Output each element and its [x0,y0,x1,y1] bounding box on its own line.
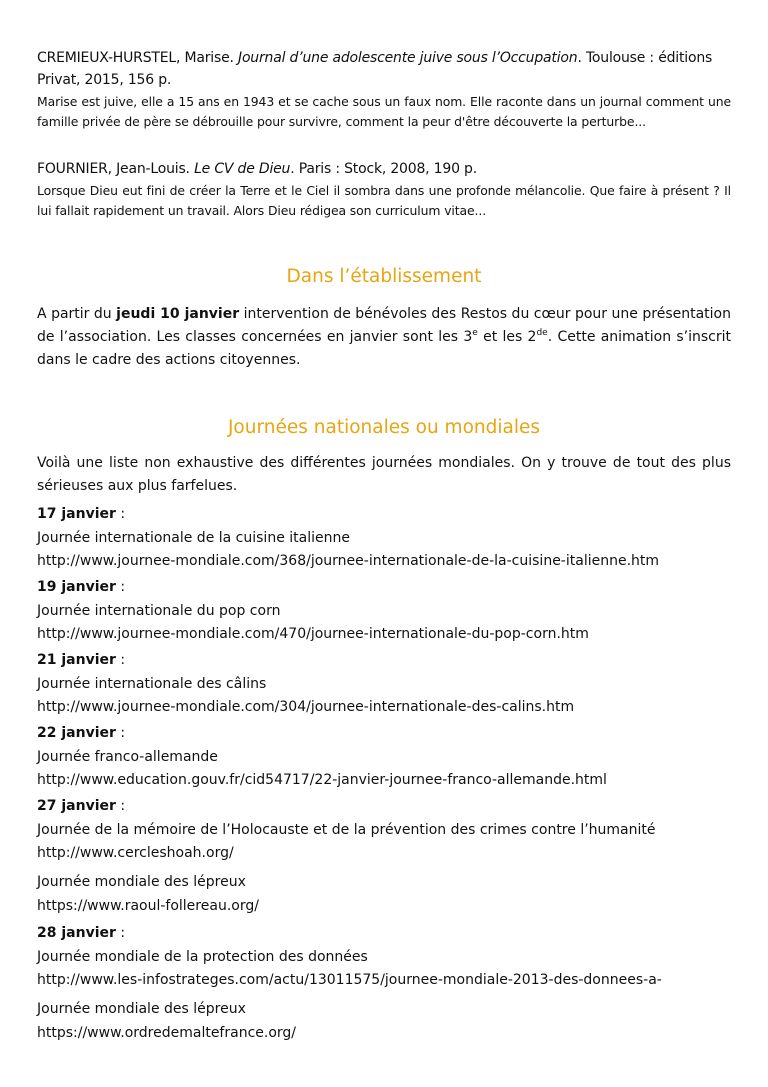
superscript: de [536,328,548,338]
event-url[interactable]: http://www.les-infostrateges.com/actu/13011575/journee-mondiale-2013-des-donnees-a- [37,972,662,988]
event-entry [37,922,737,993]
book-author: FOURNIER, Jean-Louis. [37,161,190,177]
superscript: e [472,328,478,338]
book-entry [37,158,731,220]
event-name: Journée internationale de la cuisine italienne [37,529,350,546]
event-name: Journée mondiale des lépreux [37,874,246,890]
paragraph-text: intervention de bénévoles des Restos du cœur pour une présentation de l’association. Les classes concernées en janvier sont les 3 [37,306,731,345]
event-entry [37,649,737,720]
event-url[interactable]: http://www.education.gouv.fr/cid54717/22-janvier-journee-franco-allemande.html [37,772,607,788]
event-entry [37,795,737,866]
event-date: 27 janvier [37,798,116,814]
book-citation [37,47,731,91]
paragraph-text: A partir du [37,306,117,322]
event-name: Journée de la mémoire de l’Holocauste et de la prévention des crimes contre l’humanité [37,821,656,838]
etablissement-paragraph [37,303,731,372]
event-entry [37,503,737,574]
book-title: Le CV de Dieu [194,161,291,177]
book-title: Journal d’une adolescente juive sous l’Occupation [238,50,578,66]
event-date-line [37,922,737,946]
event-name: Journée internationale du pop corn [37,602,281,619]
event-name: Journée mondiale de la protection des données [37,948,368,965]
colon: : [115,506,126,522]
event-date-line [37,649,737,673]
event-date-line [37,576,737,600]
event-url[interactable]: http://www.journee-mondiale.com/304/journee-internationale-des-calins.htm [37,699,575,715]
event-date: 28 janvier [37,925,116,941]
event-date: 19 janvier [37,579,116,595]
book-author: CREMIEUX-HURSTEL, Marise. [37,50,234,66]
colon: : [115,925,126,941]
colon: : [115,652,126,668]
event-date: 22 janvier [37,725,116,741]
colon: : [115,798,126,814]
event-url[interactable]: https://www.raoul-follereau.org/ [37,897,259,914]
book-publisher: . Toulouse : éditions Privat, 2015, 156 p. [37,50,713,88]
event-url[interactable]: http://www.journee-mondiale.com/470/journee-internationale-du-pop-corn.htm [37,626,589,642]
event-date: 21 janvier [37,652,116,668]
journees-intro: Voilà une liste non exhaustive des différentes journées mondiales. On y trouve de tout des plus sérieuses aux plus farfelues. [37,455,731,494]
book-description: Marise est juive, elle a 15 ans en 1943 et se cache sous un faux nom. Elle raconte dans un journal comment une famille privée de père se débrouille pour survivre, comment la peur d'être découverte la perturbe... [37,94,731,129]
book-entry [37,47,731,131]
event-name: Journée mondiale des lépreux [37,1001,246,1017]
paragraph-text: et les 2 [477,329,537,345]
section-title-etablissement: Dans l’établissement [286,266,482,287]
event-date-line [37,503,737,527]
event-date: 17 janvier [37,506,116,522]
event-date-line [37,795,737,819]
event-entry [37,998,737,1045]
event-name: Journée franco-allemande [37,748,218,765]
event-entry [37,722,737,793]
event-url[interactable]: http://www.journee-mondiale.com/368/journee-internationale-de-la-cuisine-italienne.htm [37,553,660,569]
book-citation [37,158,731,180]
event-entry [37,576,737,647]
event-date-line [37,722,737,746]
paragraph-text: . Cette animation s’inscrit dans le cadre des actions citoyennes. [37,329,731,368]
book-publisher: . Paris : Stock, 2008, 190 p. [290,161,477,177]
event-entry [37,871,737,918]
date-highlight: jeudi 10 janvier [116,306,240,322]
section-title-journees: Journées nationales ou mondiales [227,417,541,438]
colon: : [115,725,126,741]
book-description: Lorsque Dieu eut fini de créer la Terre et le Ciel il sombra dans une profonde mélancolie. Que faire à présent ? Il lui fallait rapidement un travail. Alors Dieu rédigea son curriculum vitae... [37,183,731,218]
colon: : [115,579,126,595]
event-url[interactable]: https://www.ordredemaltefrance.org/ [37,1024,297,1041]
event-url[interactable]: http://www.cercleshoah.org/ [37,845,234,861]
event-name: Journée internationale des câlins [37,675,267,692]
